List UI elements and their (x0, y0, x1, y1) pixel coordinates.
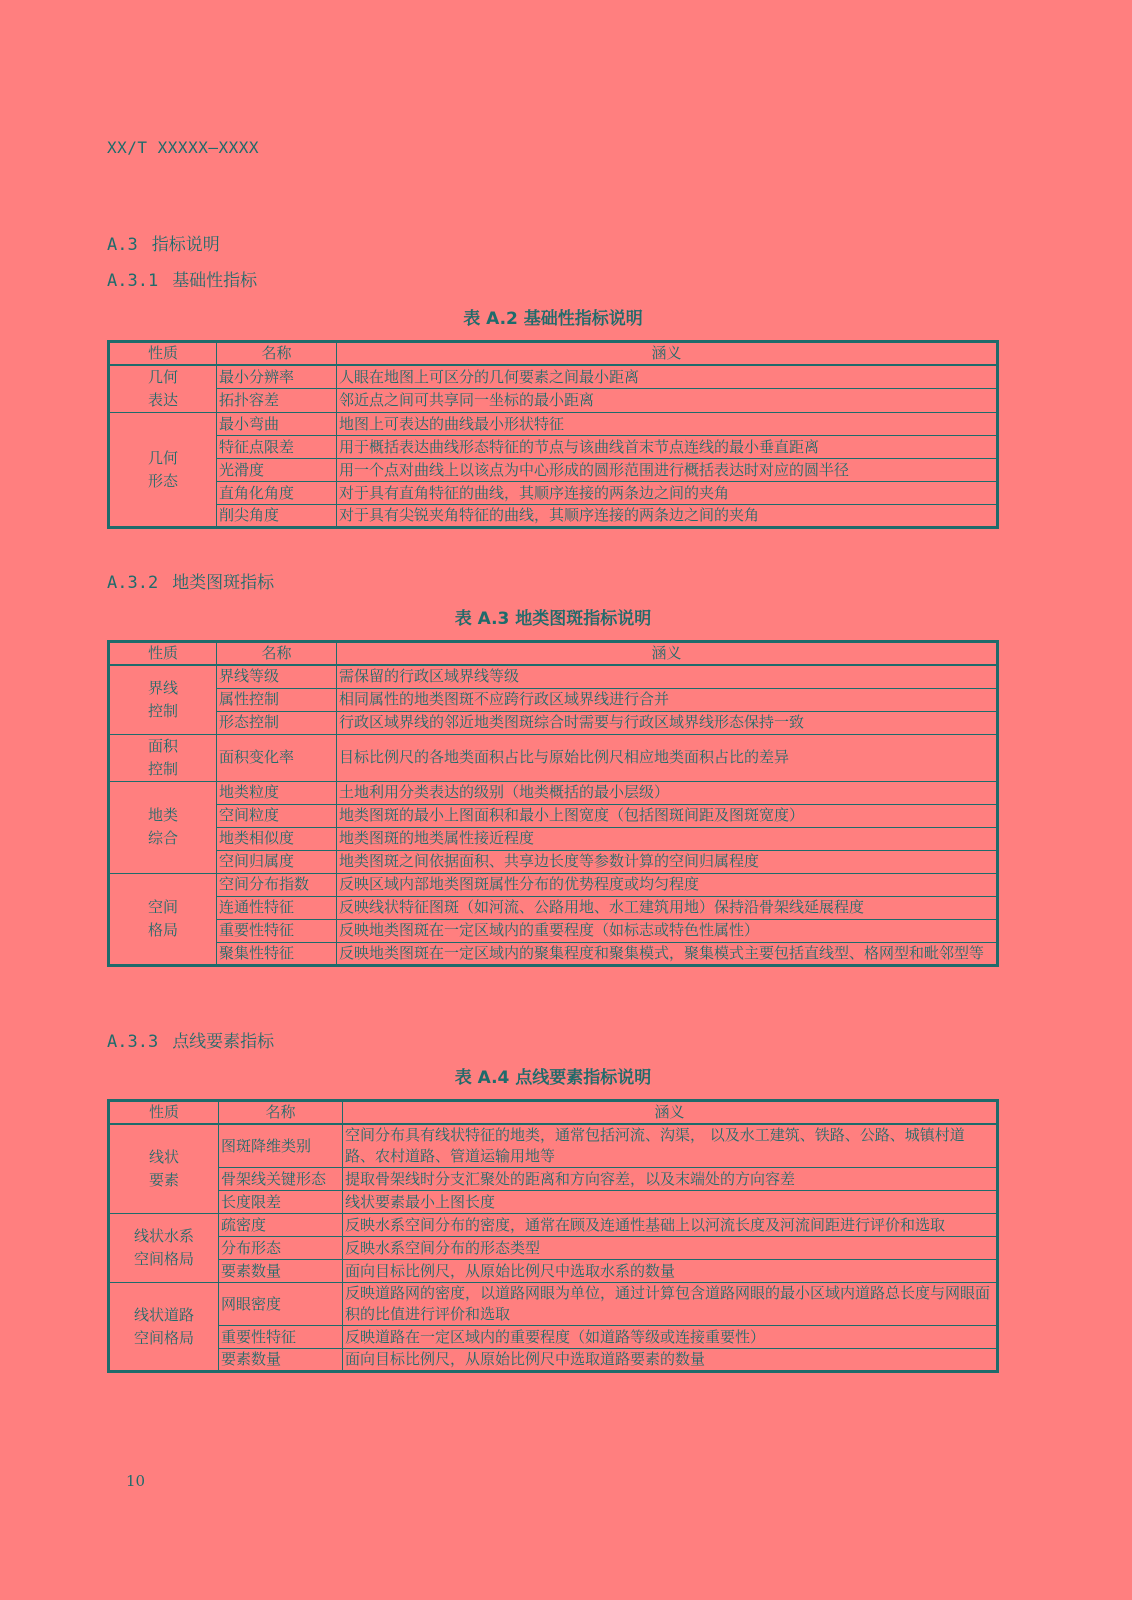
section-heading-a32 (107, 568, 274, 593)
indicator-meaning-cell: 对于具有直角特征的曲线，其顺序连接的两条边之间的夹角 (337, 482, 998, 505)
indicator-name-cell: 最小弯曲 (217, 413, 337, 436)
section-heading-a33 (107, 1027, 274, 1052)
nature-cell: 线状道路 空间格局 (109, 1283, 219, 1372)
indicator-name-cell: 地类粒度 (217, 781, 337, 804)
table-row (109, 413, 998, 436)
indicator-meaning-cell: 反映水系空间分布的密度，通常在顾及连通性基础上以河流长度及河流间距进行评价和选取 (343, 1214, 998, 1237)
indicator-name-cell: 空间分布指数 (217, 873, 337, 896)
indicator-meaning-cell: 需保留的行政区域界线等级 (337, 665, 998, 688)
indicator-name-cell: 面积变化率 (217, 734, 337, 781)
document-code: XX/T XXXXX—XXXX (107, 138, 259, 157)
section-heading-a3 (107, 230, 220, 255)
indicator-meaning-cell: 反映地类图斑在一定区域内的聚集程度和聚集模式，聚集模式主要包括直线型、格网型和毗邻型等 (337, 942, 998, 965)
indicator-meaning-cell: 地图上可表达的曲线最小形状特征 (337, 413, 998, 436)
table-row (109, 850, 998, 873)
indicator-name-cell: 特征点限差 (217, 436, 337, 459)
indicator-name-cell: 图斑降维类别 (219, 1124, 343, 1168)
indicator-name-cell: 削尖角度 (217, 505, 337, 528)
table-row (109, 711, 998, 734)
table-row (109, 436, 998, 459)
indicator-meaning-cell: 地类图斑的地类属性接近程度 (337, 827, 998, 850)
indicator-name-cell: 直角化角度 (217, 482, 337, 505)
indicator-meaning-cell: 相同属性的地类图斑不应跨行政区域界线进行合并 (337, 688, 998, 711)
indicator-name-cell: 要素数量 (219, 1349, 343, 1372)
indicator-name-cell: 骨架线关键形态 (219, 1168, 343, 1191)
column-header-name: 名称 (217, 642, 337, 666)
nature-cell: 几何 形态 (109, 413, 217, 528)
nature-cell: 线状 要素 (109, 1124, 219, 1214)
indicator-meaning-cell: 反映道路在一定区域内的重要程度（如道路等级或连接重要性） (343, 1326, 998, 1349)
indicator-meaning-cell: 土地利用分类表达的级别（地类概括的最小层级） (337, 781, 998, 804)
indicator-meaning-cell: 反映地类图斑在一定区域内的重要程度（如标志或特色性属性） (337, 919, 998, 942)
table-a4-point-line-indicators (107, 1099, 999, 1373)
table-row (109, 804, 998, 827)
table-row (109, 389, 998, 413)
table-row (109, 942, 998, 965)
table-a3-land-patch-indicators (107, 640, 999, 967)
indicator-name-cell: 重要性特征 (219, 1326, 343, 1349)
indicator-name-cell: 地类相似度 (217, 827, 337, 850)
indicator-meaning-cell: 行政区域界线的邻近地类图斑综合时需要与行政区域界线形态保持一致 (337, 711, 998, 734)
table-row (109, 1124, 998, 1168)
indicator-meaning-cell: 提取骨架线时分支汇聚处的距离和方向容差，以及末端处的方向容差 (343, 1168, 998, 1191)
indicator-name-cell: 光滑度 (217, 459, 337, 482)
section-title: 点线要素指标 (172, 1032, 275, 1052)
indicator-meaning-cell: 目标比例尺的各地类面积占比与原始比例尺相应地类面积占比的差异 (337, 734, 998, 781)
indicator-name-cell: 界线等级 (217, 665, 337, 688)
nature-cell: 面积 控制 (109, 734, 217, 781)
table-title-a4: 表 A.4 点线要素指标说明 (454, 1068, 652, 1088)
table-row (109, 1191, 998, 1214)
table-row (109, 1168, 998, 1191)
table-row (109, 1260, 998, 1283)
table-row (109, 688, 998, 711)
table-title-a3: 表 A.3 地类图斑指标说明 (454, 609, 652, 629)
column-header-meaning: 涵义 (337, 342, 998, 366)
section-number: A.3.3 (107, 1032, 159, 1052)
indicator-meaning-cell: 反映区域内部地类图斑属性分布的优势程度或均匀程度 (337, 873, 998, 896)
indicator-meaning-cell: 人眼在地图上可区分的几何要素之间最小距离 (337, 365, 998, 389)
table-title-a2: 表 A.2 基础性指标说明 (463, 309, 643, 329)
column-header-name: 名称 (219, 1101, 343, 1125)
indicator-meaning-cell: 反映线状特征图斑（如河流、公路用地、水工建筑用地）保持沿骨架线延展程度 (337, 896, 998, 919)
table-row (109, 896, 998, 919)
indicator-meaning-cell: 用一个点对曲线上以该点为中心形成的圆形范围进行概括表达时对应的圆半径 (337, 459, 998, 482)
indicator-name-cell: 空间粒度 (217, 804, 337, 827)
indicator-name-cell: 空间归属度 (217, 850, 337, 873)
indicator-meaning-cell: 线状要素最小上图长度 (343, 1191, 998, 1214)
indicator-name-cell: 疏密度 (219, 1214, 343, 1237)
indicator-meaning-cell: 地类图斑的最小上图面积和最小上图宽度（包括图斑间距及图斑宽度） (337, 804, 998, 827)
indicator-meaning-cell: 反映水系空间分布的形态类型 (343, 1237, 998, 1260)
indicator-meaning-cell: 反映道路网的密度，以道路网眼为单位，通过计算包含道路网眼的最小区域内道路总长度与网眼面积的比值进行评价和选取 (343, 1283, 998, 1326)
column-header-name: 名称 (217, 342, 337, 366)
indicator-name-cell: 属性控制 (217, 688, 337, 711)
table-row (109, 873, 998, 896)
table-row (109, 781, 998, 804)
nature-cell: 线状水系 空间格局 (109, 1214, 219, 1283)
indicator-meaning-cell: 邻近点之间可共享同一坐标的最小距离 (337, 389, 998, 413)
indicator-name-cell: 重要性特征 (217, 919, 337, 942)
section-heading-a31 (107, 266, 257, 291)
table-row (109, 1214, 998, 1237)
column-header-meaning: 涵义 (337, 642, 998, 666)
nature-cell: 几何 表达 (109, 365, 217, 413)
table-row (109, 1326, 998, 1349)
section-number: A.3.2 (107, 573, 159, 593)
column-header-nature: 性质 (109, 642, 217, 666)
table-row (109, 665, 998, 688)
indicator-meaning-cell: 空间分布具有线状特征的地类，通常包括河流、沟渠， 以及水工建筑、铁路、公路、城镇村道路、农村道路、管道运输用地等 (343, 1124, 998, 1168)
table-row (109, 482, 998, 505)
page-number: 10 (126, 1472, 146, 1490)
indicator-meaning-cell: 面向目标比例尺，从原始比例尺中选取道路要素的数量 (343, 1349, 998, 1372)
indicator-meaning-cell: 用于概括表达曲线形态特征的节点与该曲线首末节点连线的最小垂直距离 (337, 436, 998, 459)
table-a2-basic-indicators (107, 340, 999, 529)
column-header-nature: 性质 (109, 1101, 219, 1125)
table-row (109, 505, 998, 528)
table-row (109, 919, 998, 942)
indicator-name-cell: 网眼密度 (219, 1283, 343, 1326)
indicator-name-cell: 长度限差 (219, 1191, 343, 1214)
section-title: 基础性指标 (172, 271, 258, 291)
indicator-name-cell: 最小分辨率 (217, 365, 337, 389)
indicator-name-cell: 连通性特征 (217, 896, 337, 919)
indicator-meaning-cell: 地类图斑之间依据面积、共享边长度等参数计算的空间归属程度 (337, 850, 998, 873)
column-header-meaning: 涵义 (343, 1101, 998, 1125)
indicator-name-cell: 形态控制 (217, 711, 337, 734)
indicator-meaning-cell: 对于具有尖锐夹角特征的曲线，其顺序连接的两条边之间的夹角 (337, 505, 998, 528)
nature-cell: 地类 综合 (109, 781, 217, 873)
nature-cell: 界线 控制 (109, 665, 217, 734)
section-title: 指标说明 (151, 235, 220, 255)
table-row (109, 827, 998, 850)
indicator-name-cell: 拓扑容差 (217, 389, 337, 413)
indicator-name-cell: 聚集性特征 (217, 942, 337, 965)
table-row (109, 459, 998, 482)
indicator-name-cell: 分布形态 (219, 1237, 343, 1260)
table-row (109, 1349, 998, 1372)
table-row (109, 1283, 998, 1326)
indicator-name-cell: 要素数量 (219, 1260, 343, 1283)
section-title: 地类图斑指标 (172, 573, 275, 593)
table-row (109, 734, 998, 781)
table-row (109, 365, 998, 389)
section-number: A.3 (107, 235, 138, 255)
section-number: A.3.1 (107, 271, 159, 291)
indicator-meaning-cell: 面向目标比例尺，从原始比例尺中选取水系的数量 (343, 1260, 998, 1283)
column-header-nature: 性质 (109, 342, 217, 366)
nature-cell: 空间 格局 (109, 873, 217, 965)
table-row (109, 1237, 998, 1260)
